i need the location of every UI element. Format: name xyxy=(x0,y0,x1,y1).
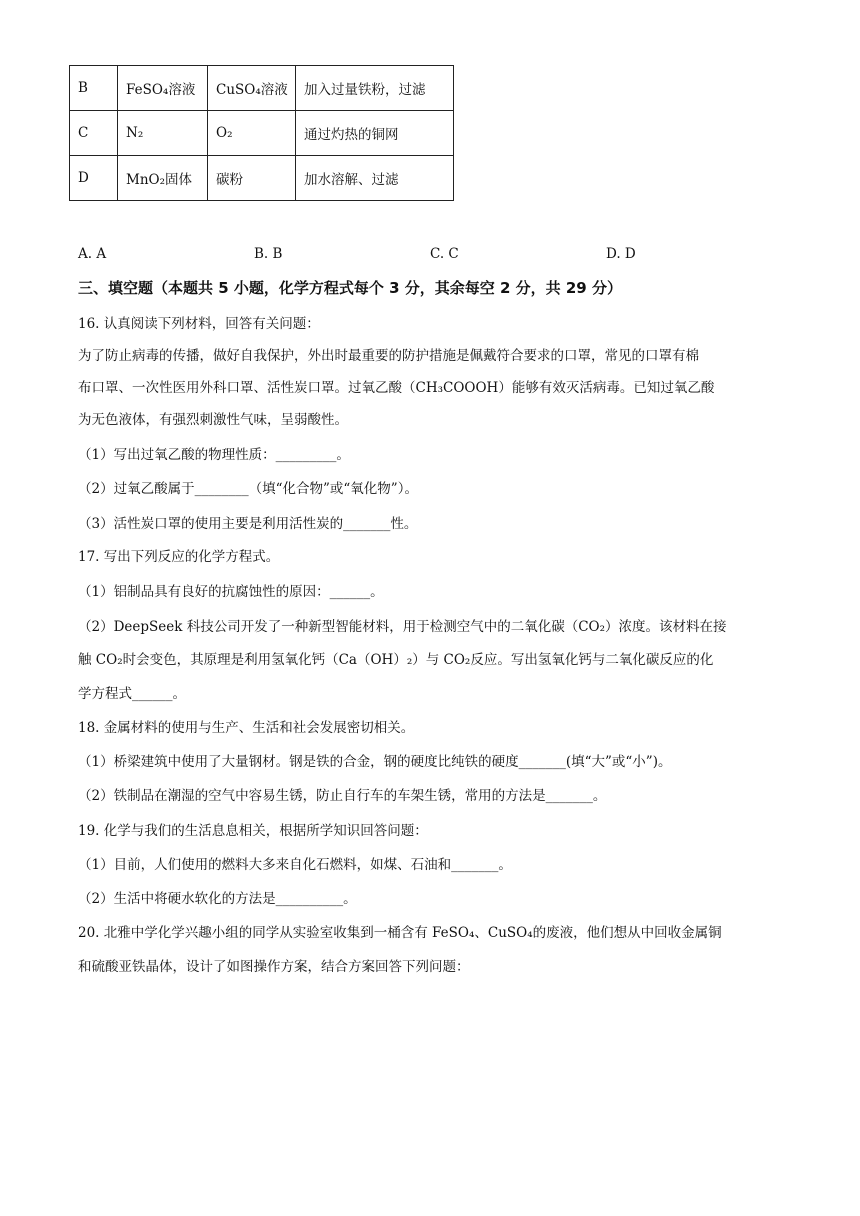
row-letter: C xyxy=(70,111,118,156)
q19-part2: （2）生活中将硬水软化的方法是__________。 xyxy=(78,891,357,907)
row-impurity: 碳粉 xyxy=(208,156,296,201)
choice-b[interactable]: B. B xyxy=(254,246,283,262)
q20-line: 20. 北雅中学化学兴趣小组的同学从实验室收集到一桶含有 FeSO₄、CuSO₄的废液，他们想从中回收金属铜 xyxy=(78,925,722,941)
row-substance: FeSO₄溶液 xyxy=(118,66,208,111)
q17-part2-line: 触 CO₂时会变色，其原理是利用氢氧化钙（Ca（OH）₂）与 CO₂反应。写出氢氧化钙与二氧化碳反应的化 xyxy=(78,652,714,668)
table-row xyxy=(70,66,454,111)
choice-a[interactable]: A. A xyxy=(78,246,107,262)
row-substance: N₂ xyxy=(118,111,208,156)
q16-material-line: 为无色液体，有强烈刺激性气味，呈弱酸性。 xyxy=(78,412,348,428)
choice-c[interactable]: C. C xyxy=(430,246,459,262)
q16-part2: （2）过氧乙酸属于________（填“化合物”或“氧化物”）。 xyxy=(78,481,418,497)
q18-part1: （1）桥梁建筑中使用了大量钢材。钢是铁的合金，钢的硬度比纯铁的硬度_______(填“大”或“小”)。 xyxy=(78,754,672,770)
table-row xyxy=(70,156,454,201)
q17-title: 17. 写出下列反应的化学方程式。 xyxy=(78,549,280,565)
row-letter: B xyxy=(70,66,118,111)
row-method: 加入过量铁粉，过滤 xyxy=(296,66,454,111)
table-row xyxy=(70,111,454,156)
q18-title: 18. 金属材料的使用与生产、生活和社会发展密切相关。 xyxy=(78,720,415,736)
row-impurity: CuSO₄溶液 xyxy=(208,66,296,111)
q16-material-line: 为了防止病毒的传播，做好自我保护，外出时最重要的防护措施是佩戴符合要求的口罩，常见的口罩有棉 xyxy=(78,348,699,364)
choice-d[interactable]: D. D xyxy=(606,246,636,262)
q16-material-line: 布口罩、一次性医用外科口罩、活性炭口罩。过氧乙酸（CH₃COOOH）能够有效灭活病毒。已知过氧乙酸 xyxy=(78,380,715,396)
row-letter: D xyxy=(70,156,118,201)
q17-part2-line: （2）DeepSeek 科技公司开发了一种新型智能材料，用于检测空气中的二氧化碳（CO₂）浓度。该材料在接 xyxy=(78,619,727,635)
q17-part1: （1）铝制品具有良好的抗腐蚀性的原因：______。 xyxy=(78,584,384,600)
q17-part2-line: 学方程式______。 xyxy=(78,686,186,702)
row-method: 加水溶解、过滤 xyxy=(296,156,454,201)
row-substance: MnO₂固体 xyxy=(118,156,208,201)
q16-part3: （3）活性炭口罩的使用主要是利用活性炭的_______性。 xyxy=(78,516,418,532)
q18-part2: （2）铁制品在潮湿的空气中容易生锈，防止自行车的车架生锈，常用的方法是_______。 xyxy=(78,788,607,804)
options-table xyxy=(69,65,454,201)
q16-part1: （1）写出过氧乙酸的物理性质：_________。 xyxy=(78,447,350,463)
q16-title: 16. 认真阅读下列材料，回答有关问题： xyxy=(78,316,320,332)
answer-choices xyxy=(0,246,860,266)
row-impurity: O₂ xyxy=(208,111,296,156)
q20-line: 和硫酸亚铁晶体，设计了如图操作方案，结合方案回答下列问题： xyxy=(78,959,470,975)
row-method: 通过灼热的铜网 xyxy=(296,111,454,156)
q19-title: 19. 化学与我们的生活息息相关，根据所学知识回答问题： xyxy=(78,823,428,839)
section-heading: 三、填空题（本题共 5 小题，化学方程式每个 3 分，其余每空 2 分，共 29 分） xyxy=(78,279,622,297)
q19-part1: （1）目前，人们使用的燃料大多来自化石燃料，如煤、石油和_______。 xyxy=(78,857,512,873)
